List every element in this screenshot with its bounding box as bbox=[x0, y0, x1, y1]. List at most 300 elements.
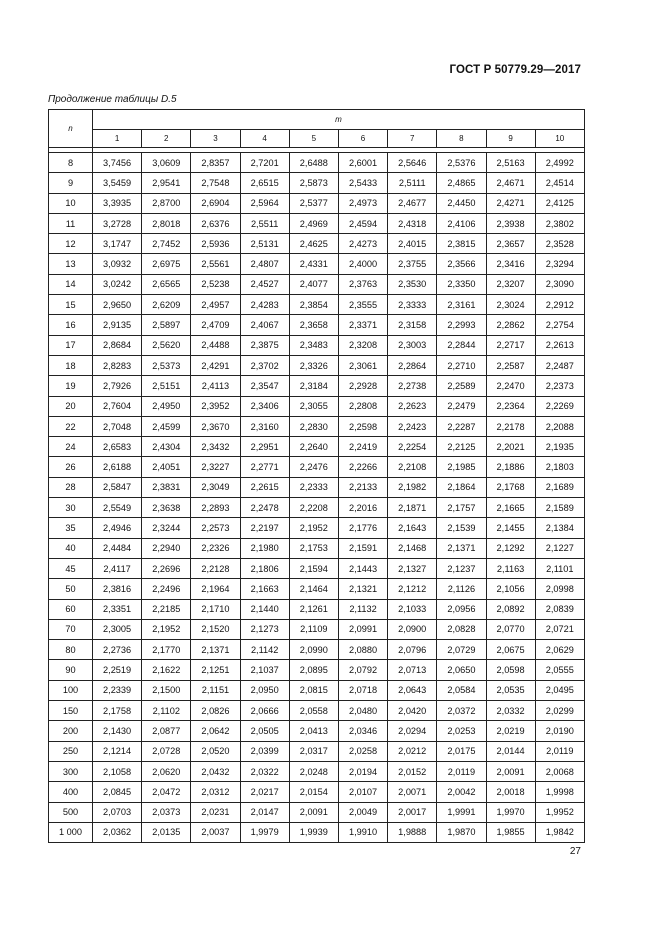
value-cell: 2,9135 bbox=[93, 315, 142, 335]
row-label-cell: 26 bbox=[49, 457, 93, 477]
value-cell: 2,4015 bbox=[388, 234, 437, 254]
value-cell: 2,0718 bbox=[338, 680, 387, 700]
value-cell: 2,3875 bbox=[240, 335, 289, 355]
value-cell: 2,0147 bbox=[240, 802, 289, 822]
value-cell: 2,5620 bbox=[142, 335, 191, 355]
table-row bbox=[49, 660, 585, 680]
value-cell: 2,2754 bbox=[535, 315, 584, 335]
value-cell: 2,5549 bbox=[93, 498, 142, 518]
value-cell: 2,0892 bbox=[486, 599, 535, 619]
value-cell: 2,0432 bbox=[191, 761, 240, 781]
value-cell: 2,0880 bbox=[338, 640, 387, 660]
value-cell: 2,1430 bbox=[93, 721, 142, 741]
value-cell: 2,4113 bbox=[191, 376, 240, 396]
value-cell: 2,7201 bbox=[240, 153, 289, 173]
column-header: 4 bbox=[240, 130, 289, 148]
value-cell: 2,0413 bbox=[289, 721, 338, 741]
row-label-cell: 1 000 bbox=[49, 822, 93, 842]
value-cell: 2,0294 bbox=[388, 721, 437, 741]
value-cell: 2,0068 bbox=[535, 761, 584, 781]
value-cell: 2,2928 bbox=[338, 376, 387, 396]
value-cell: 2,7548 bbox=[191, 173, 240, 193]
row-label-cell: 45 bbox=[49, 558, 93, 578]
value-cell: 2,3938 bbox=[486, 213, 535, 233]
value-cell: 2,0071 bbox=[388, 782, 437, 802]
table-row bbox=[49, 498, 585, 518]
value-cell: 2,2364 bbox=[486, 396, 535, 416]
value-cell: 1,9888 bbox=[388, 822, 437, 842]
value-cell: 2,2771 bbox=[240, 457, 289, 477]
value-cell: 2,1594 bbox=[289, 558, 338, 578]
value-cell: 2,2623 bbox=[388, 396, 437, 416]
value-cell: 2,0729 bbox=[437, 640, 486, 660]
value-cell: 2,5646 bbox=[388, 153, 437, 173]
value-cell: 2,4709 bbox=[191, 315, 240, 335]
value-cell: 2,1212 bbox=[388, 579, 437, 599]
value-cell: 2,1758 bbox=[93, 701, 142, 721]
value-cell: 2,2615 bbox=[240, 477, 289, 497]
value-cell: 2,2640 bbox=[289, 437, 338, 457]
value-cell: 2,2696 bbox=[142, 558, 191, 578]
row-label-cell: 10 bbox=[49, 193, 93, 213]
page-number: 27 bbox=[569, 846, 581, 857]
value-cell: 2,0091 bbox=[486, 761, 535, 781]
value-cell: 2,0535 bbox=[486, 680, 535, 700]
row-label-cell: 17 bbox=[49, 335, 93, 355]
value-cell: 2,3326 bbox=[289, 355, 338, 375]
value-cell: 2,3816 bbox=[93, 579, 142, 599]
value-cell: 2,3702 bbox=[240, 355, 289, 375]
value-cell: 2,0558 bbox=[289, 701, 338, 721]
value-cell: 2,8684 bbox=[93, 335, 142, 355]
value-cell: 2,1710 bbox=[191, 599, 240, 619]
value-cell: 2,4318 bbox=[388, 213, 437, 233]
value-cell: 2,1058 bbox=[93, 761, 142, 781]
table-row bbox=[49, 315, 585, 335]
value-cell: 3,3935 bbox=[93, 193, 142, 213]
value-cell: 2,0956 bbox=[437, 599, 486, 619]
row-label-cell: 12 bbox=[49, 234, 93, 254]
value-cell: 2,1371 bbox=[191, 640, 240, 660]
value-cell: 2,4304 bbox=[142, 437, 191, 457]
value-cell: 1,9998 bbox=[535, 782, 584, 802]
value-cell: 2,6188 bbox=[93, 457, 142, 477]
table-row bbox=[49, 599, 585, 619]
value-cell: 2,1227 bbox=[535, 538, 584, 558]
value-cell: 2,2951 bbox=[240, 437, 289, 457]
value-cell: 2,4331 bbox=[289, 254, 338, 274]
value-cell: 2,0362 bbox=[93, 822, 142, 842]
value-cell: 2,0675 bbox=[486, 640, 535, 660]
row-label-cell: 15 bbox=[49, 295, 93, 315]
row-label-cell: 90 bbox=[49, 660, 93, 680]
value-cell: 2,0650 bbox=[437, 660, 486, 680]
value-cell: 2,4488 bbox=[191, 335, 240, 355]
column-header: 3 bbox=[191, 130, 240, 148]
value-cell: 2,0049 bbox=[338, 802, 387, 822]
value-cell: 2,2808 bbox=[338, 396, 387, 416]
column-header: 2 bbox=[142, 130, 191, 148]
value-cell: 2,0666 bbox=[240, 701, 289, 721]
value-cell: 2,1455 bbox=[486, 518, 535, 538]
value-cell: 2,3003 bbox=[388, 335, 437, 355]
value-cell: 2,0217 bbox=[240, 782, 289, 802]
value-cell: 2,3815 bbox=[437, 234, 486, 254]
value-cell: 2,1126 bbox=[437, 579, 486, 599]
value-cell: 2,6488 bbox=[289, 153, 338, 173]
value-cell: 2,3952 bbox=[191, 396, 240, 416]
value-cell: 2,0175 bbox=[437, 741, 486, 761]
value-cell: 2,1689 bbox=[535, 477, 584, 497]
value-cell: 2,1261 bbox=[289, 599, 338, 619]
value-cell: 2,3024 bbox=[486, 295, 535, 315]
value-cell: 2,2373 bbox=[535, 376, 584, 396]
value-cell: 2,4950 bbox=[142, 396, 191, 416]
column-header: 6 bbox=[338, 130, 387, 148]
table-row bbox=[49, 396, 585, 416]
value-cell: 2,8357 bbox=[191, 153, 240, 173]
table-row bbox=[49, 640, 585, 660]
value-cell: 2,2088 bbox=[535, 416, 584, 436]
value-cell: 2,4594 bbox=[338, 213, 387, 233]
value-cell: 2,5111 bbox=[388, 173, 437, 193]
value-cell: 2,0154 bbox=[289, 782, 338, 802]
value-cell: 2,5376 bbox=[437, 153, 486, 173]
value-cell: 2,2573 bbox=[191, 518, 240, 538]
value-cell: 2,0839 bbox=[535, 599, 584, 619]
value-cell: 2,3831 bbox=[142, 477, 191, 497]
value-cell: 2,3670 bbox=[191, 416, 240, 436]
value-cell: 2,2862 bbox=[486, 315, 535, 335]
value-cell: 2,2208 bbox=[289, 498, 338, 518]
value-cell: 2,0152 bbox=[388, 761, 437, 781]
value-cell: 2,4807 bbox=[240, 254, 289, 274]
value-cell: 2,2893 bbox=[191, 498, 240, 518]
value-cell: 2,2016 bbox=[338, 498, 387, 518]
value-cell: 2,3432 bbox=[191, 437, 240, 457]
row-label-cell: 28 bbox=[49, 477, 93, 497]
value-cell: 3,0609 bbox=[142, 153, 191, 173]
value-cell: 2,1768 bbox=[486, 477, 535, 497]
value-cell: 2,3090 bbox=[535, 274, 584, 294]
value-cell: 2,5964 bbox=[240, 193, 289, 213]
table-row bbox=[49, 355, 585, 375]
column-header: 8 bbox=[437, 130, 486, 148]
value-cell: 3,0932 bbox=[93, 254, 142, 274]
value-cell: 2,6001 bbox=[338, 153, 387, 173]
value-cell: 2,5373 bbox=[142, 355, 191, 375]
value-cell: 2,1384 bbox=[535, 518, 584, 538]
table-row bbox=[49, 376, 585, 396]
table-body bbox=[49, 153, 585, 843]
row-label-cell: 14 bbox=[49, 274, 93, 294]
value-cell: 2,7926 bbox=[93, 376, 142, 396]
value-cell: 2,4273 bbox=[338, 234, 387, 254]
value-cell: 2,9650 bbox=[93, 295, 142, 315]
value-cell: 2,0372 bbox=[437, 701, 486, 721]
value-cell: 2,0472 bbox=[142, 782, 191, 802]
value-cell: 2,3333 bbox=[388, 295, 437, 315]
value-cell: 2,1500 bbox=[142, 680, 191, 700]
value-cell: 2,2419 bbox=[338, 437, 387, 457]
table-row bbox=[49, 579, 585, 599]
value-cell: 2,3406 bbox=[240, 396, 289, 416]
value-cell: 2,2717 bbox=[486, 335, 535, 355]
value-cell: 2,0042 bbox=[437, 782, 486, 802]
value-cell: 2,2738 bbox=[388, 376, 437, 396]
value-cell: 2,4969 bbox=[289, 213, 338, 233]
value-cell: 2,1251 bbox=[191, 660, 240, 680]
value-cell: 2,1033 bbox=[388, 599, 437, 619]
value-cell: 2,4067 bbox=[240, 315, 289, 335]
value-cell: 2,2940 bbox=[142, 538, 191, 558]
value-cell: 2,1864 bbox=[437, 477, 486, 497]
value-cell: 2,7604 bbox=[93, 396, 142, 416]
table-row bbox=[49, 741, 585, 761]
value-cell: 1,9991 bbox=[437, 802, 486, 822]
value-cell: 2,1132 bbox=[338, 599, 387, 619]
value-cell: 2,0107 bbox=[338, 782, 387, 802]
value-cell: 2,2178 bbox=[486, 416, 535, 436]
value-cell: 2,0815 bbox=[289, 680, 338, 700]
value-cell: 2,3547 bbox=[240, 376, 289, 396]
row-label-cell: 100 bbox=[49, 680, 93, 700]
value-cell: 2,3528 bbox=[535, 234, 584, 254]
value-cell: 2,3244 bbox=[142, 518, 191, 538]
value-cell: 2,0018 bbox=[486, 782, 535, 802]
value-cell: 2,2479 bbox=[437, 396, 486, 416]
value-cell: 2,4283 bbox=[240, 295, 289, 315]
value-cell: 1,9970 bbox=[486, 802, 535, 822]
value-cell: 2,4973 bbox=[338, 193, 387, 213]
value-cell: 2,2108 bbox=[388, 457, 437, 477]
value-cell: 2,0135 bbox=[142, 822, 191, 842]
value-cell: 2,0144 bbox=[486, 741, 535, 761]
value-cell: 2,3755 bbox=[388, 254, 437, 274]
value-cell: 2,2125 bbox=[437, 437, 486, 457]
row-label-cell: 35 bbox=[49, 518, 93, 538]
row-label-cell: 18 bbox=[49, 355, 93, 375]
value-cell: 2,0373 bbox=[142, 802, 191, 822]
value-cell: 2,2333 bbox=[289, 477, 338, 497]
value-cell: 2,1985 bbox=[437, 457, 486, 477]
value-cell: 2,4051 bbox=[142, 457, 191, 477]
value-cell: 2,1101 bbox=[535, 558, 584, 578]
value-cell: 2,0895 bbox=[289, 660, 338, 680]
value-cell: 2,6209 bbox=[142, 295, 191, 315]
value-cell: 2,2587 bbox=[486, 355, 535, 375]
value-cell: 2,1776 bbox=[338, 518, 387, 538]
value-cell: 2,4957 bbox=[191, 295, 240, 315]
value-cell: 2,2478 bbox=[240, 498, 289, 518]
value-cell: 2,4000 bbox=[338, 254, 387, 274]
value-cell: 2,1803 bbox=[535, 457, 584, 477]
value-cell: 2,2185 bbox=[142, 599, 191, 619]
value-cell: 3,1747 bbox=[93, 234, 142, 254]
table-row bbox=[49, 437, 585, 457]
row-label-cell: 300 bbox=[49, 761, 93, 781]
value-cell: 2,1237 bbox=[437, 558, 486, 578]
value-cell: 2,0991 bbox=[338, 619, 387, 639]
document-code: ГОСТ Р 50779.29—2017 bbox=[449, 64, 581, 76]
row-label-cell: 60 bbox=[49, 599, 93, 619]
value-cell: 2,1982 bbox=[388, 477, 437, 497]
value-cell: 2,1109 bbox=[289, 619, 338, 639]
column-header: 5 bbox=[289, 130, 338, 148]
value-cell: 2,3207 bbox=[486, 274, 535, 294]
table-row bbox=[49, 335, 585, 355]
value-cell: 2,6515 bbox=[240, 173, 289, 193]
table-row bbox=[49, 173, 585, 193]
value-cell: 2,0322 bbox=[240, 761, 289, 781]
value-cell: 2,4599 bbox=[142, 416, 191, 436]
value-cell: 2,1520 bbox=[191, 619, 240, 639]
column-variable-header: m bbox=[93, 110, 585, 130]
table-caption: Продолжение таблицы D.5 bbox=[48, 94, 177, 105]
value-cell: 2,5936 bbox=[191, 234, 240, 254]
value-cell: 2,0877 bbox=[142, 721, 191, 741]
value-cell: 2,2197 bbox=[240, 518, 289, 538]
value-cell: 2,0792 bbox=[338, 660, 387, 680]
row-label-cell: 8 bbox=[49, 153, 93, 173]
value-cell: 3,5459 bbox=[93, 173, 142, 193]
table-row bbox=[49, 213, 585, 233]
value-cell: 2,0796 bbox=[388, 640, 437, 660]
value-cell: 2,1806 bbox=[240, 558, 289, 578]
value-cell: 2,4677 bbox=[388, 193, 437, 213]
value-cell: 2,0826 bbox=[191, 701, 240, 721]
value-cell: 2,0253 bbox=[437, 721, 486, 741]
value-cell: 2,2589 bbox=[437, 376, 486, 396]
value-cell: 2,1443 bbox=[338, 558, 387, 578]
value-cell: 1,9939 bbox=[289, 822, 338, 842]
value-cell: 1,9842 bbox=[535, 822, 584, 842]
value-cell: 2,1321 bbox=[338, 579, 387, 599]
table-row bbox=[49, 701, 585, 721]
table-row bbox=[49, 802, 585, 822]
value-cell: 3,2728 bbox=[93, 213, 142, 233]
row-label-cell: 22 bbox=[49, 416, 93, 436]
value-cell: 2,6376 bbox=[191, 213, 240, 233]
table-row bbox=[49, 153, 585, 173]
value-cell: 2,1952 bbox=[142, 619, 191, 639]
value-cell: 2,0231 bbox=[191, 802, 240, 822]
row-label-cell: 80 bbox=[49, 640, 93, 660]
value-cell: 2,0713 bbox=[388, 660, 437, 680]
value-cell: 2,0520 bbox=[191, 741, 240, 761]
value-cell: 2,0900 bbox=[388, 619, 437, 639]
table-row bbox=[49, 538, 585, 558]
value-cell: 3,0242 bbox=[93, 274, 142, 294]
value-cell: 2,3208 bbox=[338, 335, 387, 355]
value-cell: 2,3854 bbox=[289, 295, 338, 315]
value-cell: 2,0598 bbox=[486, 660, 535, 680]
row-label-cell: 16 bbox=[49, 315, 93, 335]
row-label-cell: 40 bbox=[49, 538, 93, 558]
value-cell: 2,7048 bbox=[93, 416, 142, 436]
value-cell: 2,3802 bbox=[535, 213, 584, 233]
value-cell: 2,2598 bbox=[338, 416, 387, 436]
value-cell: 2,5238 bbox=[191, 274, 240, 294]
value-cell: 2,6565 bbox=[142, 274, 191, 294]
value-cell: 2,0017 bbox=[388, 802, 437, 822]
row-label-cell: 200 bbox=[49, 721, 93, 741]
value-cell: 2,5511 bbox=[240, 213, 289, 233]
value-cell: 2,0258 bbox=[338, 741, 387, 761]
table-row bbox=[49, 274, 585, 294]
row-label-cell: 70 bbox=[49, 619, 93, 639]
value-cell: 2,0346 bbox=[338, 721, 387, 741]
value-cell: 2,3049 bbox=[191, 477, 240, 497]
value-cell: 2,0119 bbox=[437, 761, 486, 781]
value-cell: 2,2021 bbox=[486, 437, 535, 457]
value-cell: 2,0643 bbox=[388, 680, 437, 700]
column-header: 1 bbox=[93, 130, 142, 148]
value-cell: 2,0770 bbox=[486, 619, 535, 639]
value-cell: 2,2266 bbox=[338, 457, 387, 477]
value-cell: 2,2844 bbox=[437, 335, 486, 355]
value-cell: 2,1591 bbox=[338, 538, 387, 558]
value-cell: 2,5163 bbox=[486, 153, 535, 173]
value-cell: 2,3061 bbox=[338, 355, 387, 375]
value-cell: 2,5433 bbox=[338, 173, 387, 193]
value-cell: 2,0312 bbox=[191, 782, 240, 802]
value-cell: 2,0950 bbox=[240, 680, 289, 700]
value-cell: 2,2993 bbox=[437, 315, 486, 335]
value-cell: 2,8018 bbox=[142, 213, 191, 233]
table-row bbox=[49, 457, 585, 477]
table-row bbox=[49, 761, 585, 781]
value-cell: 2,4125 bbox=[535, 193, 584, 213]
value-cell: 2,4865 bbox=[437, 173, 486, 193]
value-cell: 2,0555 bbox=[535, 660, 584, 680]
value-cell: 2,4117 bbox=[93, 558, 142, 578]
value-cell: 2,1037 bbox=[240, 660, 289, 680]
value-cell: 2,3055 bbox=[289, 396, 338, 416]
value-cell: 2,0629 bbox=[535, 640, 584, 660]
value-cell: 2,1886 bbox=[486, 457, 535, 477]
row-label-cell: 20 bbox=[49, 396, 93, 416]
value-cell: 2,8283 bbox=[93, 355, 142, 375]
value-cell: 2,3555 bbox=[338, 295, 387, 315]
value-cell: 2,3658 bbox=[289, 315, 338, 335]
value-cell: 2,0642 bbox=[191, 721, 240, 741]
value-cell: 2,4077 bbox=[289, 274, 338, 294]
value-cell: 2,1273 bbox=[240, 619, 289, 639]
table-row bbox=[49, 416, 585, 436]
value-cell: 2,4625 bbox=[289, 234, 338, 254]
table-row bbox=[49, 295, 585, 315]
value-cell: 2,0212 bbox=[388, 741, 437, 761]
table-row bbox=[49, 822, 585, 842]
value-cell: 2,7452 bbox=[142, 234, 191, 254]
value-cell: 2,2254 bbox=[388, 437, 437, 457]
table-row bbox=[49, 234, 585, 254]
value-cell: 2,1770 bbox=[142, 640, 191, 660]
value-cell: 2,2423 bbox=[388, 416, 437, 436]
value-cell: 2,3160 bbox=[240, 416, 289, 436]
value-cell: 2,3351 bbox=[93, 599, 142, 619]
value-cell: 2,1663 bbox=[240, 579, 289, 599]
table-row bbox=[49, 558, 585, 578]
row-label-cell: 11 bbox=[49, 213, 93, 233]
value-cell: 2,2476 bbox=[289, 457, 338, 477]
column-header: 10 bbox=[535, 130, 584, 148]
value-cell: 2,3371 bbox=[338, 315, 387, 335]
value-cell: 1,9979 bbox=[240, 822, 289, 842]
row-label-cell: 50 bbox=[49, 579, 93, 599]
row-label-cell: 400 bbox=[49, 782, 93, 802]
